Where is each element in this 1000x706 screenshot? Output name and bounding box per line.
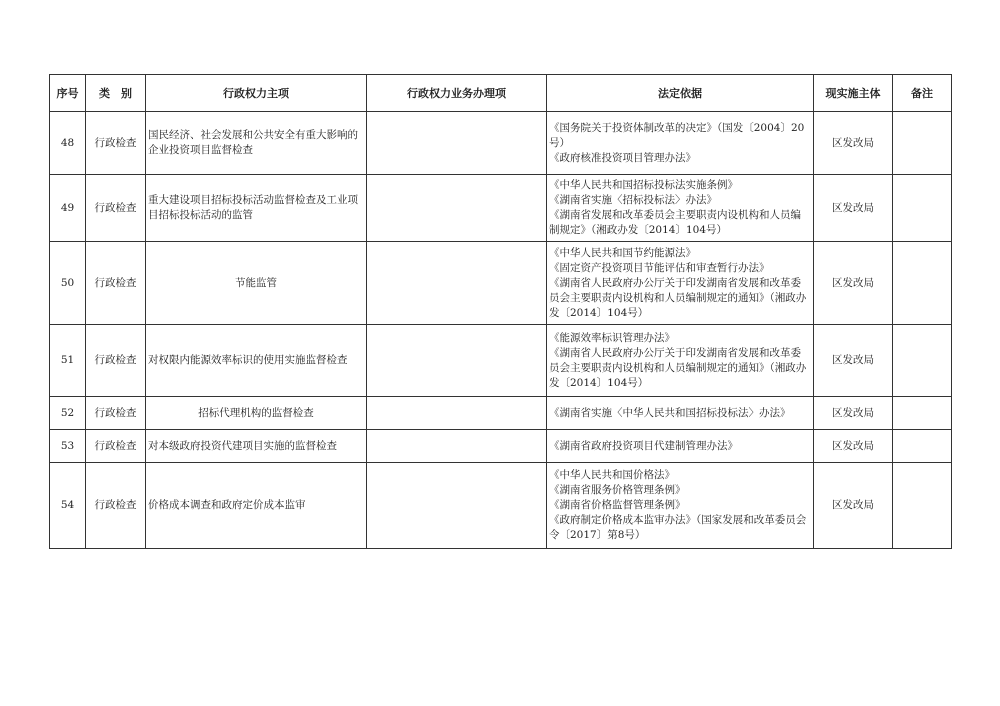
row-seq: 51 bbox=[50, 325, 86, 397]
row-business-item bbox=[367, 397, 547, 430]
row-seq: 49 bbox=[50, 175, 86, 242]
legal-basis-line: 《中华人民共和国节约能源法》 bbox=[549, 246, 696, 259]
row-executor: 区发改局 bbox=[814, 325, 893, 397]
row-power-item: 重大建设项目招标投标活动监督检查及工业项目招标投标活动的监管 bbox=[146, 175, 367, 242]
row-business-item bbox=[367, 175, 547, 242]
row-seq: 50 bbox=[50, 242, 86, 325]
row-seq: 52 bbox=[50, 397, 86, 430]
row-executor: 区发改局 bbox=[814, 463, 893, 549]
row-power-item: 国民经济、社会发展和公共安全有重大影响的企业投资项目监督检查 bbox=[146, 112, 367, 175]
row-power-item: 对权限内能源效率标识的使用实施监督检查 bbox=[146, 325, 367, 397]
header-power-item: 行政权力主项 bbox=[146, 75, 367, 112]
row-seq: 48 bbox=[50, 112, 86, 175]
legal-basis-line: 《湖南省价格监督管理条例》 bbox=[549, 499, 686, 511]
row-remarks bbox=[893, 242, 952, 325]
row-business-item bbox=[367, 242, 547, 325]
header-business-item: 行政权力业务办理项 bbox=[367, 75, 547, 112]
legal-basis-line: 《湖南省政府投资项目代建制管理办法》 bbox=[549, 439, 738, 452]
row-category: 行政检查 bbox=[86, 430, 146, 463]
row-power-item: 对本级政府投资代建项目实施的监督检查 bbox=[146, 430, 367, 463]
legal-basis-line: 《中华人民共和国价格法》 bbox=[549, 469, 675, 481]
header-category: 类 别 bbox=[86, 75, 146, 112]
legal-basis-line: 《湖南省实施〈招标投标法〉办法》 bbox=[549, 194, 717, 206]
legal-basis-line: 《湖南省人民政府办公厅关于印发湖南省发展和改革委员会主要职责内设机构和人员编制规定的通知》（湘政办发〔2014〕104号） bbox=[549, 276, 807, 319]
table-row bbox=[50, 112, 952, 175]
legal-basis-line: 《政府制定价格成本监审办法》（国家发展和改革委员会令〔2017〕第8号） bbox=[549, 514, 807, 541]
row-executor: 区发改局 bbox=[814, 242, 893, 325]
row-seq: 53 bbox=[50, 430, 86, 463]
row-legal-basis bbox=[547, 397, 814, 430]
row-seq: 54 bbox=[50, 463, 86, 549]
legal-basis-line: 《湖南省服务价格管理条例》 bbox=[549, 484, 686, 496]
row-executor: 区发改局 bbox=[814, 175, 893, 242]
row-remarks bbox=[893, 325, 952, 397]
row-executor: 区发改局 bbox=[814, 430, 893, 463]
row-remarks bbox=[893, 397, 952, 430]
row-category: 行政检查 bbox=[86, 397, 146, 430]
legal-basis-line: 《固定资产投资项目节能评估和审查暂行办法》 bbox=[549, 261, 770, 274]
row-executor: 区发改局 bbox=[814, 397, 893, 430]
row-legal-basis bbox=[547, 175, 814, 242]
row-power-item: 节能监管 bbox=[146, 242, 367, 325]
legal-basis-line: 《湖南省发展和改革委员会主要职责内设机构和人员编制规定》（湘政办发〔2014〕104号） bbox=[549, 209, 801, 236]
row-category: 行政检查 bbox=[86, 242, 146, 325]
row-remarks bbox=[893, 112, 952, 175]
row-business-item bbox=[367, 112, 547, 175]
row-category: 行政检查 bbox=[86, 325, 146, 397]
legal-basis-line: 《湖南省人民政府办公厅关于印发湖南省发展和改革委员会主要职责内设机构和人员编制规定的通知》（湘政办发〔2014〕104号） bbox=[549, 346, 807, 389]
table-row bbox=[50, 242, 952, 325]
row-business-item bbox=[367, 463, 547, 549]
row-legal-basis bbox=[547, 325, 814, 397]
legal-basis-line: 《政府核准投资项目管理办法》 bbox=[549, 151, 696, 164]
header-legal-basis: 法定依据 bbox=[547, 75, 814, 112]
table-row bbox=[50, 463, 952, 549]
row-executor: 区发改局 bbox=[814, 112, 893, 175]
table-body bbox=[50, 112, 952, 549]
legal-basis-line: 《湖南省实施〈中华人民共和国招标投标法〉办法》 bbox=[549, 406, 791, 419]
administrative-power-table bbox=[49, 74, 952, 549]
row-legal-basis bbox=[547, 112, 814, 175]
row-legal-basis bbox=[547, 430, 814, 463]
row-category: 行政检查 bbox=[86, 463, 146, 549]
header-remarks: 备注 bbox=[893, 75, 952, 112]
legal-basis-line: 《国务院关于投资体制改革的决定》（国发〔2004〕20号） bbox=[549, 121, 805, 149]
row-remarks bbox=[893, 463, 952, 549]
row-remarks bbox=[893, 175, 952, 242]
row-legal-basis bbox=[547, 242, 814, 325]
header-executor: 现实施主体 bbox=[814, 75, 893, 112]
row-category: 行政检查 bbox=[86, 112, 146, 175]
row-remarks bbox=[893, 430, 952, 463]
legal-basis-line: 《能源效率标识管理办法》 bbox=[549, 331, 675, 344]
table-header-row bbox=[50, 75, 952, 112]
legal-basis-line: 《中华人民共和国招标投标法实施条例》 bbox=[549, 179, 738, 191]
table-row bbox=[50, 430, 952, 463]
row-power-item: 招标代理机构的监督检查 bbox=[146, 397, 367, 430]
table-row bbox=[50, 325, 952, 397]
row-legal-basis bbox=[547, 463, 814, 549]
table-row bbox=[50, 175, 952, 242]
row-business-item bbox=[367, 430, 547, 463]
table-row bbox=[50, 397, 952, 430]
row-category: 行政检查 bbox=[86, 175, 146, 242]
row-power-item: 价格成本调查和政府定价成本监审 bbox=[146, 463, 367, 549]
row-business-item bbox=[367, 325, 547, 397]
header-seq: 序号 bbox=[50, 75, 86, 112]
